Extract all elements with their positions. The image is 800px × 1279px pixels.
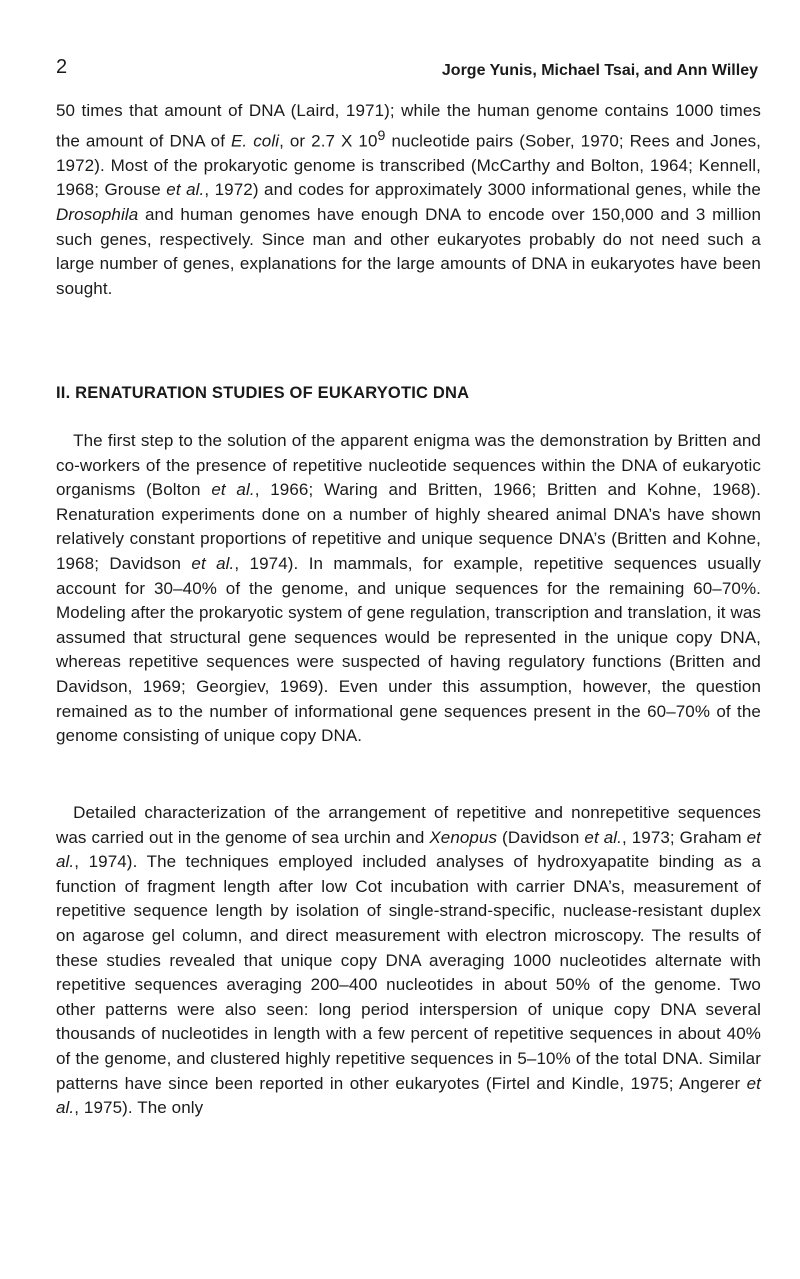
page-number: 2 (56, 56, 68, 78)
italic-et-al: et al. (166, 180, 205, 200)
text-run: The first step to the solution of the apparent enigma was the demonstration by Britten and co-workers of the presence of repetitive nucleotide sequences within the DNA of eukaryotic organisms (Bolton (56, 431, 761, 500)
text-run: , or 2.7 X 10 (279, 131, 378, 151)
text-run: , 1974). The techniques employed included analyses of hydroxyapatite binding as a function of fragment length after low Cot incubation with carrier DNA’s, measurement of repetitive sequence length by isolation of single-strand-specific, nuclease-resistant duplex on agarose gel column, and direct measurement with electron microscopy. The results of these studies revealed that unique copy DNA averaging 1000 nucleotides alternate with repetitive sequences averaging 200–400 nucleotides in about 50% of the genome. Two other patterns were also seen: long period interspersion of unique copy DNA several thousands of nucleotides in length with a few percent of repetitive sequences in about 40% of the genome, and clustered highly repetitive sequences in 5–10% of the total DNA. Similar patterns have since been reported in other eukaryotes (Firtel and Kindle, 1975; Angerer (56, 852, 761, 1093)
italic-genus-name: Drosophila (56, 205, 139, 225)
text-run: , 1974). In mammals, for example, repetitive sequences usually account for 30–40% of the genome, and unique sequences for the remaining 60–70%. Modeling after the prokaryotic system of gene regulation, transcription and translation, it was assumed that structural gene sequences would be represented in the unique copy DNA, whereas repetitive sequences were suspected of having regulatory functions (Britten and Davidson, 1969; Georgiev, 1969). Even under this assumption, however, the question remained as to the number of informational gene sequences present in the 60–70% of the genome consisting of unique copy DNA. (56, 553, 761, 746)
superscript-exponent: 9 (377, 127, 386, 144)
text-run: Detailed characterization of the arrangement of repetitive and nonrepetitive sequences was carried out in the genome of sea urchin and (56, 803, 761, 847)
italic-et-al: et al. (584, 827, 622, 847)
text-run: , 1975). The only (74, 1098, 204, 1118)
text-run: 50 times that amount of DNA (Laird, 1971); while the human genome contains 1000 times the amount of DNA of (56, 101, 761, 151)
italic-et-al: et al. (191, 553, 235, 573)
text-run: , 1973; Graham (621, 827, 747, 847)
text-run: and human genomes have enough DNA to encode over 150,000 and 3 million such genes, respectively. Since man and other eukaryotes probably do not need such a large number of genes, explanations for the large amounts of DNA in eukaryotes have been sought. (56, 205, 761, 298)
italic-species-name: E. coli (230, 131, 280, 151)
section-heading: II. RENATURATION STUDIES OF EUKARYOTIC DNA (56, 384, 470, 402)
body-paragraph-3 (56, 801, 761, 1121)
italic-genus-name: Xenopus (429, 827, 498, 847)
running-head (56, 56, 758, 86)
italic-et-al: et al. (211, 480, 255, 500)
text-run: (Davidson (497, 827, 585, 847)
italic-et-al: et al. (56, 1073, 761, 1118)
text-run: nucleotide pairs (Sober, 1970; Rees and Jones, 1972). Most of the prokaryotic genome is transcribed (McCarthy and Bolton, 1964; Kennell, 1968; Grouse (56, 131, 761, 200)
italic-et-al: et al. (56, 827, 761, 872)
text-run: , 1972) and codes for approximately 3000 informational genes, while the (204, 180, 761, 200)
body-paragraph-1 (56, 99, 761, 301)
running-head-authors: Jorge Yunis, Michael Tsai, and Ann Willey (441, 62, 758, 79)
body-paragraph-2 (56, 429, 761, 749)
text-run: , 1966; Waring and Britten, 1966; Britten and Kohne, 1968). Renaturation experiments done on a number of highly sheared animal DNA’s have shown relatively constant proportions of repetitive and unique sequence DNA’s (Britten and Kohne, 1968; Davidson (56, 480, 761, 573)
